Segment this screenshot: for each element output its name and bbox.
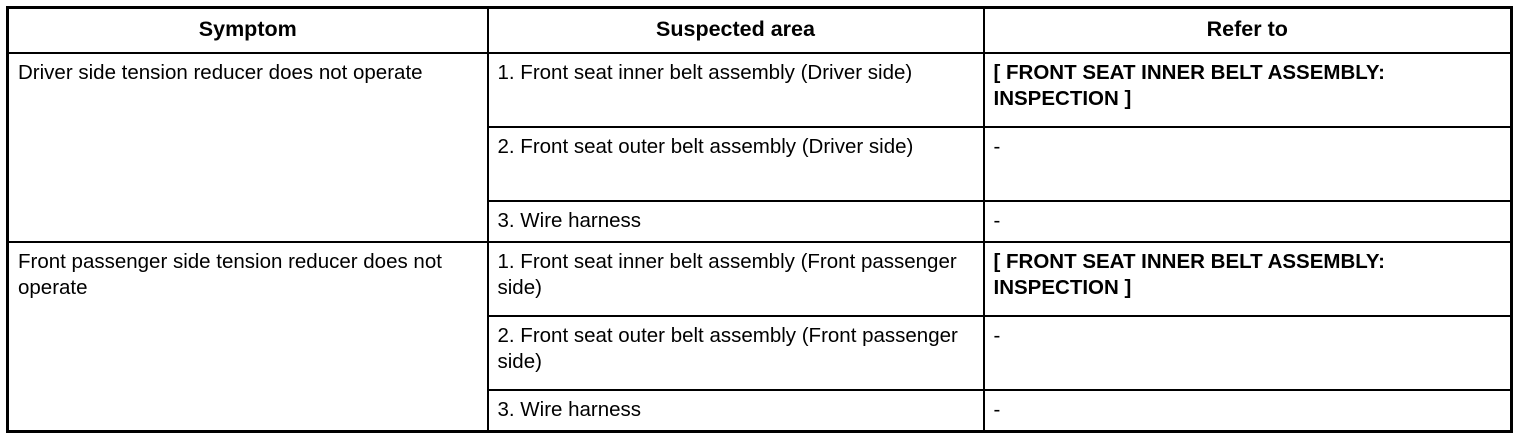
column-header-refer-to: Refer to <box>984 8 1512 54</box>
refer-to-cell: - <box>984 316 1512 390</box>
suspected-area-cell: 3. Wire harness <box>488 390 984 432</box>
symptom-diagnosis-table <box>6 6 1513 433</box>
symptom-cell: Front passenger side tension reducer does not operate <box>8 242 488 432</box>
diagnostic-table-sheet <box>0 6 1520 436</box>
refer-to-cell: - <box>984 390 1512 432</box>
refer-to-cell: - <box>984 127 1512 201</box>
suspected-area-cell: 3. Wire harness <box>488 201 984 242</box>
suspected-area-cell: 2. Front seat outer belt assembly (Driver side) <box>488 127 984 201</box>
suspected-area-cell: 1. Front seat inner belt assembly (Front passenger side) <box>488 242 984 316</box>
column-header-symptom: Symptom <box>8 8 488 54</box>
refer-to-cell: [ FRONT SEAT INNER BELT ASSEMBLY: INSPECTION ] <box>984 53 1512 127</box>
suspected-area-cell: 1. Front seat inner belt assembly (Driver side) <box>488 53 984 127</box>
table-row <box>8 53 1512 127</box>
refer-to-cell: [ FRONT SEAT INNER BELT ASSEMBLY: INSPECTION ] <box>984 242 1512 316</box>
refer-to-cell: - <box>984 201 1512 242</box>
table-header-row <box>8 8 1512 54</box>
table-body <box>8 53 1512 432</box>
symptom-cell: Driver side tension reducer does not operate <box>8 53 488 242</box>
table-header <box>8 8 1512 54</box>
suspected-area-cell: 2. Front seat outer belt assembly (Front passenger side) <box>488 316 984 390</box>
column-header-suspected-area: Suspected area <box>488 8 984 54</box>
table-row <box>8 242 1512 316</box>
